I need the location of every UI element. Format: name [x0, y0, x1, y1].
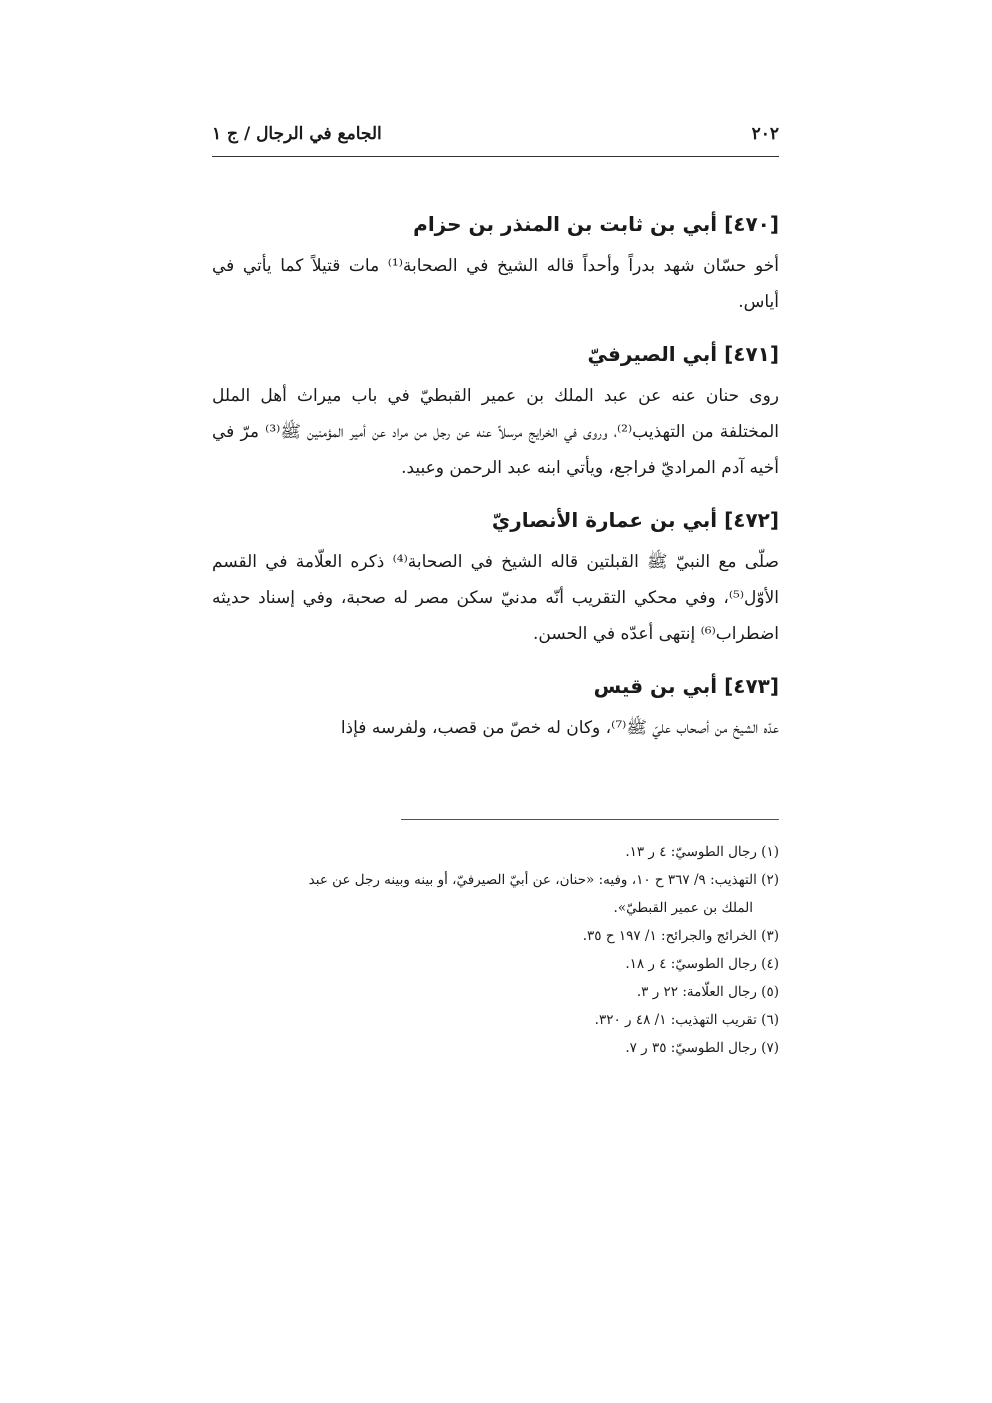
footnote-continuation: الملك بن عمير القبطيّ».	[613, 900, 753, 916]
entry-470	[212, 210, 779, 320]
entry-heading: [٤٧١] أبي الصيرفيّ	[587, 342, 779, 366]
footnote-item: (٣) الخرائج والجرائح: ١/ ١٩٧ ح ٣٥.	[582, 928, 779, 944]
entry-heading: [٤٧٢] أبي بن عمارة الأنصاريّ	[491, 508, 779, 532]
footnote-item: (٥) رجال العلّامة: ٢٢ ر ٣.	[636, 984, 779, 1000]
page-number: ٢٠٢	[751, 124, 779, 144]
entry-472	[212, 506, 779, 652]
footnote-item: (٤) رجال الطوسيّ: ٤ ر ١٨.	[625, 956, 779, 972]
footnote-item: (٧) رجال الطوسيّ: ٣٥ ر ٧.	[625, 1040, 779, 1056]
page-header	[212, 122, 779, 157]
entry-473	[212, 672, 779, 746]
running-title: الجامع في الرجال / ج ١	[212, 124, 382, 144]
footnote-item: (١) رجال الطوسيّ: ٤ ر ١٣.	[625, 844, 779, 860]
entry-body: أخو حسّان شهد بدراً وأحداً قاله الشيخ في الصحابة⁽¹⁾ مات قتيلاً كما يأتي في أياس.	[212, 256, 779, 312]
entry-body: روى حنان عنه عن عبد الملك بن عمير القبطيّ في باب ميراث أهل الملل المختلفة من التهذيب⁽²⁾، وروى في الخرايج مرسلاً عنه عن رجل من مراد عن أمير المؤمنين ﷺ⁽³⁾ مرّ في أخيه آدم المراديّ فراجع، ويأتي ابنه عبد الرحمن وعبيد.	[212, 386, 779, 478]
footnote-divider	[401, 819, 779, 820]
entry-body: عدّه الشيخ من أصحاب عليّ ﷺ⁽⁷⁾، وكان له خصّ من قصب، ولفرسه فإذا	[340, 718, 779, 738]
entry-body: صلّى مع النبيّ ﷺ القبلتين قاله الشيخ في الصحابة⁽⁴⁾ ذكره العلّامة في القسم الأوّل⁽⁵⁾، وفي محكي التقريب أنّه مدنيّ سكن مصر له صحبة، وفي إسناد حديثه اضطراب⁽⁶⁾ إنتهى أعدّه في الحسن.	[212, 552, 779, 644]
main-text	[212, 210, 779, 766]
footnote-item: (٢) التهذيب: ٩/ ٣٦٧ ح ١٠، وفيه: «حنان، عن أبيّ الصيرفيّ، أو بينه وبينه رجل عن عبد	[308, 872, 779, 888]
entry-471	[212, 340, 779, 486]
footnotes	[212, 838, 779, 1062]
entry-heading: [٤٧٣] أبي بن قيس	[593, 674, 779, 698]
footnote-item: (٦) تقريب التهذيب: ١/ ٤٨ ر ٣٢٠.	[594, 1012, 779, 1028]
entry-heading: [٤٧٠] أبي بن ثابت بن المنذر بن حزام	[413, 212, 779, 236]
